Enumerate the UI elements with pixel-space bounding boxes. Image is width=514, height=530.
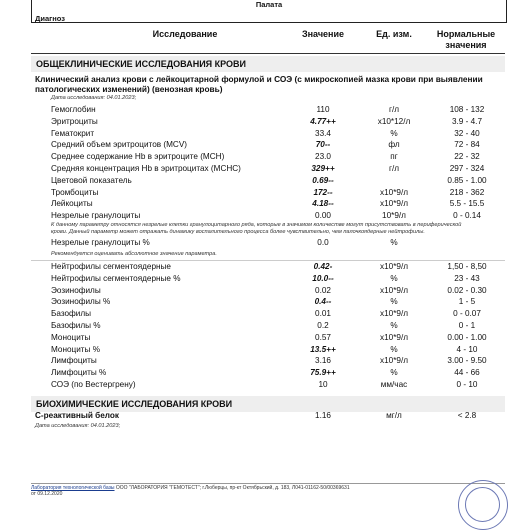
result-value: 4.18-- [312,199,334,209]
result-row [0,139,514,151]
result-row [0,187,514,199]
column-study: Исследование [152,29,218,39]
result-row [0,355,514,367]
result-value: 172-- [313,187,333,197]
result-row [0,308,514,320]
result-norm: 44 - 66 [454,368,480,378]
result-value: 33.4 [315,128,331,138]
result-name: Среднее содержание Hb в эритроците (MCH) [51,152,225,162]
result-name: Моноциты [51,332,91,342]
result-norm: 4 - 10 [456,344,478,354]
result-name: Эозинофилы [51,285,101,295]
result-value: 0.42- [313,262,333,271]
result-value: 0.69-- [312,175,334,185]
result-unit: мм/час [380,380,408,389]
result-norm: 22 - 32 [454,152,480,162]
result-value: 0.00 [315,211,331,221]
result-norm: 0 - 10 [456,380,478,389]
result-name: Базофилы [51,309,92,319]
result-unit: % [390,321,398,330]
result-value: 13.5++ [310,344,336,354]
result-name: Нейтрофилы сегментоядерные [51,262,171,271]
footer-link[interactable]: Лаборатория технологической базы [31,485,115,491]
result-name: Гематокрит [51,128,95,138]
result-unit: x10*9/л [380,309,408,319]
footer-date: от 09.12.2020 [31,491,63,497]
result-name: Нейтрофилы сегментоядерные % [51,273,181,283]
result-norm: 23 - 43 [454,273,480,283]
result-name: СОЭ (по Вестергрену) [51,380,136,389]
study-date-biochem: Дата исследования: 04.01.2023; [35,423,121,429]
footer-text: ООО "ЛАБОРАТОРИЯ "ГЕМОТЕСТ"; г.Люберцы, пр-кт Октябрьский, д. 183, Л041-01162-50/00369631 [114,485,350,491]
result-name: Тромбоциты [51,187,99,197]
column-unit: Ед. изм. [376,29,412,39]
result-norm: 3.00 - 9.50 [447,356,487,366]
result-value: 110 [316,105,330,114]
result-unit: x10*9/л [380,285,408,295]
result-row [0,210,514,222]
result-value: 75.9++ [310,368,336,378]
result-row [0,320,514,332]
note-absolute: Рекомендуется оценивать абсолютное значение параметра. [51,251,217,257]
result-name: Эозинофилы % [51,297,111,307]
result-value: 0.2 [317,321,329,330]
study-date: Дата исследования: 04.01.2023; [51,95,137,101]
result-value: 0.4-- [314,297,332,307]
result-unit: % [390,273,398,283]
result-norm: 218 - 362 [449,187,485,197]
result-norm: 0.85 - 1.00 [447,175,487,185]
result-unit: % [390,368,398,378]
result-value: 0.57 [315,332,331,342]
result-unit: г/л [388,105,400,114]
result-name: Средняя концентрация Hb в эритроцитах (MCHC) [51,164,241,173]
result-value: 70-- [315,140,331,150]
result-norm: 1,50 - 8,50 [447,262,487,271]
result-norm: 1 - 5 [458,297,476,307]
result-name: Лимфоциты % [51,368,107,378]
result-row [0,151,514,163]
result-norm: < 2.8 [457,411,477,420]
result-row [0,296,514,308]
result-unit: фл [388,140,400,150]
result-unit: мг/л [386,411,402,420]
result-norm: 0 - 1 [458,321,476,330]
result-row [0,116,514,128]
result-unit: % [390,238,398,247]
result-row [0,198,514,210]
test-name-line2: патологических изменений) (венозная кровь) [35,84,223,94]
note-immature-line2: крови. Данный параметр может отражать динамику воспалительного процесса более чувствительно, чем палочкоядерные нейтрофилы. [51,229,425,235]
result-unit: г/л [388,164,400,173]
result-norm: 0.02 - 0.30 [447,285,487,295]
result-name: Лейкоциты [51,199,93,209]
column-value: Значение [301,29,345,39]
result-name: Лимфоциты [51,356,97,366]
footer [31,485,431,497]
column-norm [426,29,506,51]
result-unit: пг [390,152,398,162]
result-norm: 5.5 - 15.5 [449,199,485,209]
result-row [0,273,514,285]
result-unit: x10*9/л [380,199,408,209]
section-title-biochem: БИОХИМИЧЕСКИЕ ИССЛЕДОВАНИЯ КРОВИ [31,396,505,412]
result-row [0,332,514,344]
result-norm: 0 - 0.14 [453,211,481,221]
result-unit: 10*9/л [382,211,406,221]
result-value: 3.16 [315,356,331,366]
result-name: Эритроциты [51,116,98,126]
result-name: Средний объем эритроцитов (MCV) [51,140,188,150]
result-row [0,163,514,175]
result-unit: x10*9/л [380,356,408,366]
result-value: 10 [318,380,328,389]
result-unit: x10*12/л [377,116,411,126]
result-value: 0.01 [315,309,331,319]
result-row [0,344,514,356]
result-unit: x10*9/л [380,332,408,342]
result-row [0,285,514,297]
result-value: 1.16 [315,411,331,420]
result-norm: 32 - 40 [454,128,480,138]
result-name: Гемоглобин [51,105,96,114]
result-row [0,128,514,140]
result-unit: % [390,344,398,354]
result-norm: 3.9 - 4.7 [451,116,483,126]
lab-stamp-seal [458,480,508,530]
result-value: 0.02 [315,285,331,295]
result-norm: 0 - 0.07 [453,309,481,319]
note-immature-line1: К данному параметру относятся незрелые клетки гранулоцитарного ряда, которые в значимом количестве могут присутствовать в периферической [51,222,462,228]
result-name: Моноциты % [51,344,100,354]
ward-label: Палата [255,0,283,9]
result-row [0,261,514,273]
footer-divider [31,483,505,484]
lab-stamp-inner-ring [465,487,500,522]
result-row [0,367,514,379]
result-value: 4.77++ [310,116,336,126]
result-value: 329++ [311,164,335,173]
result-unit: % [390,297,398,307]
patient-header-box [31,0,507,23]
result-unit: % [390,128,398,138]
result-row [0,379,514,391]
result-row [0,237,514,249]
result-value: 10.0-- [312,273,334,283]
result-norm: 297 - 324 [449,164,485,173]
result-norm: 108 - 132 [449,105,485,114]
result-name: Цветовой показатель [51,175,132,185]
result-unit: x10*9/л [380,187,408,197]
result-value: 0.0 [317,238,329,247]
column-norm-line1: Нормальные [436,29,496,39]
diagnosis-label: Диагноз [35,14,65,23]
result-unit: x10*9/л [380,262,408,271]
result-name: Незрелые гранулоциты % [51,238,150,247]
result-norm: 72 - 84 [454,140,480,150]
result-name: Базофилы % [51,321,101,330]
section-title: ОБЩЕКЛИНИЧЕСКИЕ ИССЛЕДОВАНИЯ КРОВИ [31,56,505,72]
result-name: Незрелые гранулоциты [51,211,141,221]
header-divider [31,53,505,54]
result-name: С-реактивный белок [35,411,119,420]
test-name-line1: Клинический анализ крови с лейкоцитарной формулой и СОЭ (с микроскопией мазка крови при выявлении [35,74,483,84]
result-norm: 0.00 - 1.00 [447,332,487,342]
result-row [0,410,514,422]
result-row [0,104,514,116]
column-norm-line2: значения [445,40,487,50]
result-value: 23.0 [315,152,331,162]
result-row [0,175,514,187]
